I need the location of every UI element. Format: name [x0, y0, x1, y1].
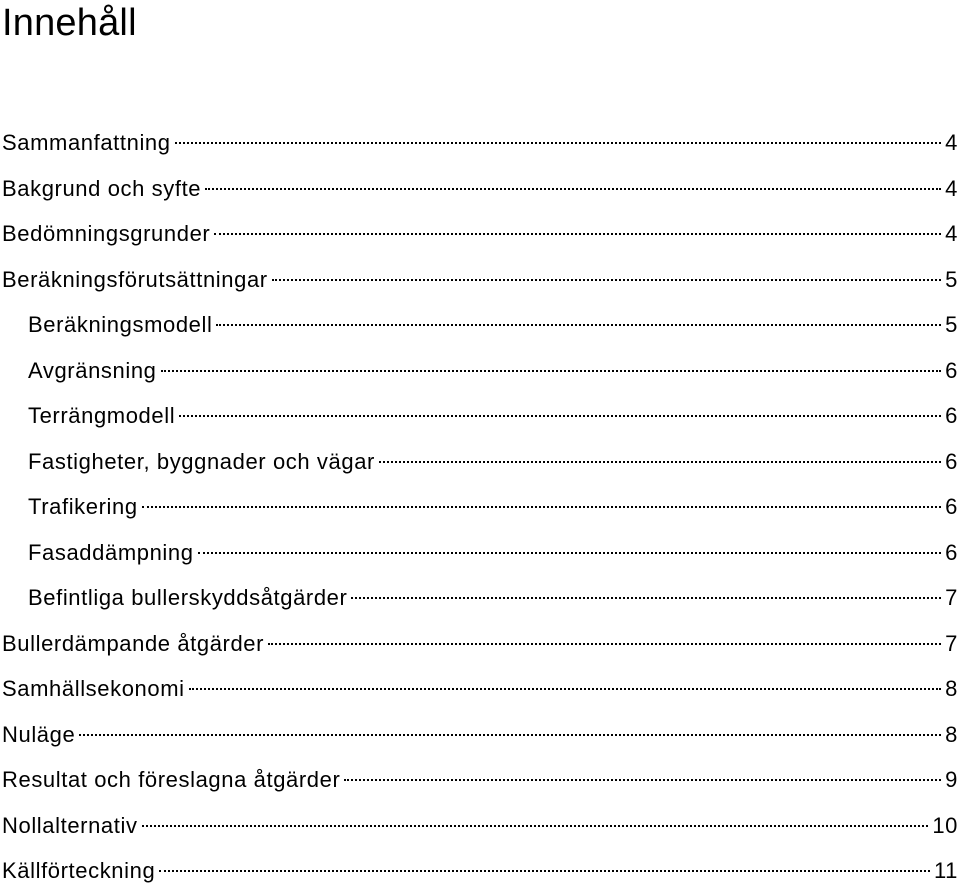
toc-entry-label: Bedömningsgrunder	[2, 221, 211, 246]
toc-entry-page-number: 4	[945, 221, 958, 246]
toc-entry[interactable]	[0, 484, 960, 530]
dot-leader	[205, 188, 941, 190]
toc-entry-page-number: 8	[945, 721, 958, 747]
toc-entry-page-number: 11	[933, 858, 958, 883]
dot-leader	[79, 734, 941, 736]
toc-entry-page-number: 8	[945, 676, 958, 701]
page-title: Innehåll	[2, 2, 137, 44]
toc-entry-page-number: 4	[945, 130, 958, 155]
toc-entry[interactable]	[0, 666, 960, 712]
toc-entry[interactable]	[0, 348, 960, 394]
toc-entry[interactable]	[0, 120, 960, 166]
dot-leader	[351, 597, 941, 599]
dot-leader	[179, 415, 941, 417]
toc-entry[interactable]	[0, 302, 960, 348]
dot-leader	[344, 779, 941, 781]
toc-entry-page-number: 6	[945, 357, 958, 383]
toc-entry-label: Bullerdämpande åtgärder	[2, 630, 265, 656]
toc-entry[interactable]	[0, 803, 960, 849]
toc-entry[interactable]	[0, 439, 960, 485]
toc-entry-label: Bakgrund och syfte	[2, 175, 202, 201]
toc-entry-page-number: 6	[945, 539, 958, 565]
dot-leader	[189, 688, 942, 690]
toc-entry[interactable]	[0, 166, 960, 212]
dot-leader	[161, 370, 942, 372]
toc-entry-label: Samhällsekonomi	[2, 676, 185, 701]
toc-entry-label: Terrängmodell	[28, 403, 176, 428]
toc-entry-page-number: 5	[945, 312, 958, 337]
toc-entry-page-number: 10	[932, 812, 958, 838]
toc-entry[interactable]	[0, 257, 960, 303]
toc-entry[interactable]	[0, 211, 960, 257]
dot-leader	[214, 233, 941, 235]
toc-entry-page-number: 6	[945, 448, 958, 474]
toc-entry-label: Nuläge	[2, 721, 76, 747]
table-of-contents	[0, 120, 960, 894]
toc-entry-page-number: 7	[945, 630, 958, 656]
toc-entry-label: Fastigheter, byggnader och vägar	[28, 448, 375, 474]
toc-entry[interactable]	[0, 757, 960, 803]
toc-entry[interactable]	[0, 530, 960, 576]
toc-entry[interactable]	[0, 575, 960, 621]
toc-entry[interactable]	[0, 848, 960, 894]
toc-entry-label: Nollalternativ	[2, 812, 138, 838]
dot-leader	[159, 870, 930, 872]
dot-leader	[216, 324, 941, 326]
dot-leader	[175, 142, 942, 144]
toc-entry-label: Fasaddämpning	[28, 539, 194, 565]
toc-entry-label: Befintliga bullerskyddsåtgärder	[28, 585, 348, 610]
toc-entry-page-number: 6	[945, 403, 958, 428]
toc-entry[interactable]	[0, 712, 960, 758]
toc-entry-label: Avgränsning	[28, 357, 157, 383]
toc-entry-page-number: 7	[945, 585, 958, 610]
toc-entry-label: Beräkningsmodell	[28, 312, 213, 337]
toc-entry-label: Sammanfattning	[2, 130, 171, 155]
dot-leader	[142, 506, 941, 508]
dot-leader	[268, 643, 941, 645]
dot-leader	[379, 461, 941, 463]
toc-entry-label: Trafikering	[28, 494, 138, 519]
toc-entry-page-number: 6	[945, 494, 958, 519]
toc-entry-label: Källförteckning	[2, 858, 156, 883]
toc-entry[interactable]	[0, 393, 960, 439]
dot-leader	[142, 825, 929, 827]
toc-entry-page-number: 9	[945, 767, 958, 792]
dot-leader	[272, 279, 941, 281]
toc-entry-label: Beräkningsförutsättningar	[2, 266, 268, 292]
toc-entry[interactable]	[0, 621, 960, 667]
toc-entry-page-number: 5	[945, 266, 958, 292]
dot-leader	[198, 552, 942, 554]
toc-entry-label: Resultat och föreslagna åtgärder	[2, 767, 341, 792]
toc-entry-page-number: 4	[945, 175, 958, 201]
